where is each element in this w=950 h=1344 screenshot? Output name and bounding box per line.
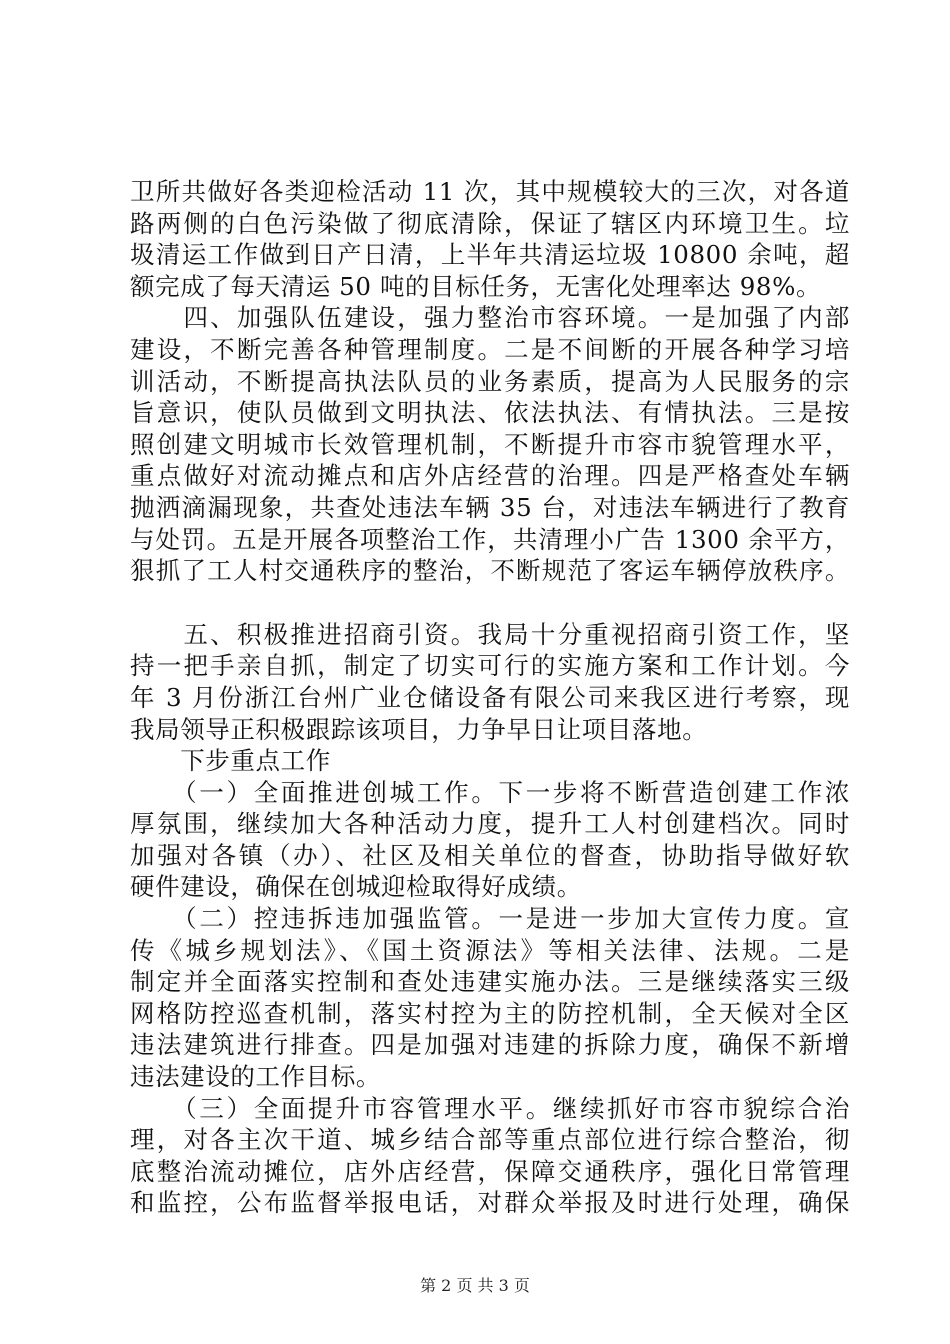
text-line: 违法建设的工作目标。	[130, 1062, 381, 1092]
text-line: 厚氛围，继续加大各种活动力度，提升工人村创建档次。同时	[130, 809, 850, 839]
text-line: 加强对各镇（办）、社区及相关单位的督查，协助指导做好软	[130, 840, 850, 870]
text-line: 与处罚。五是开展各项整治工作，共清理小广告 1300 余平方，	[130, 524, 850, 554]
text-line: 和监控，公布监督举报电话，对群众举报及时进行处理，确保	[130, 1188, 850, 1218]
text-line: 狠抓了工人村交通秩序的整治，不断规范了客运车辆停放秩序。	[130, 556, 850, 586]
text-line: 旨意识，使队员做到文明执法、依法执法、有情执法。三是按	[130, 398, 850, 428]
text-line: 卫所共做好各类迎检活动 11 次，其中规模较大的三次，对各道	[130, 177, 850, 206]
text-line: 硬件建设，确保在创城迎检取得好成绩。	[130, 872, 582, 902]
text-line: 照创建文明城市长效管理机制，不断提升市容市貌管理水平，	[130, 429, 850, 459]
text-line: 额完成了每天清运 50 吨的目标任务，无害化处理率达 98%。	[130, 271, 822, 301]
text-line: 违法建筑进行排查。四是加强对违建的拆除力度，确保不新增	[130, 1030, 850, 1060]
text-line: 传《城乡规划法》、《国土资源法》等相关法律、法规。二是	[130, 935, 850, 965]
text-line: 抛洒滴漏现象，共查处违法车辆 35 台，对违法车辆进行了教育	[130, 492, 850, 522]
document-body	[130, 176, 850, 1219]
text-line: 底整治流动摊位，店外店经营，保障交通秩序，强化日常管理	[130, 1156, 850, 1186]
text-line: （一）全面推进创城工作。下一步将不断营造创建工作浓	[130, 777, 850, 807]
paragraph-gap	[130, 587, 850, 619]
text-line: 理，对各主次干道、城乡结合部等重点部位进行综合整治，彻	[130, 1125, 850, 1155]
text-line: 重点做好对流动摊点和店外店经营的治理。四是严格查处车辆	[130, 461, 850, 491]
text-line: 建设，不断完善各种管理制度。二是不间断的开展各种学习培	[130, 334, 850, 364]
page-number-footer: 第 2 页 共 3 页	[420, 1276, 530, 1295]
text-line: 年 3 月份浙江台州广业仓储设备有限公司来我区进行考察，现	[130, 682, 850, 712]
text-line: （三）全面提升市容管理水平。继续抓好市容市貌综合治	[130, 1093, 850, 1123]
text-line: 路两侧的白色污染做了彻底清除，保证了辖区内环境卫生。垃	[130, 208, 850, 238]
text-line: 我局领导正积极跟踪该项目，力争早日让项目落地。	[130, 714, 708, 744]
text-line: 网格防控巡查机制，落实村控为主的防控机制，全天候对全区	[130, 998, 850, 1028]
text-line: 训活动，不断提高执法队员的业务素质，提高为人民服务的宗	[130, 366, 850, 396]
text-line: （二）控违拆违加强监管。一是进一步加大宣传力度。宣	[130, 904, 850, 934]
text-line: 圾清运工作做到日产日清，上半年共清运垃圾 10800 余吨，超	[130, 240, 850, 270]
text-line: 持一把手亲自抓，制定了切实可行的实施方案和工作计划。今	[130, 651, 850, 681]
section-heading: 下步重点工作	[130, 746, 331, 776]
text-line: 制定并全面落实控制和查处违建实施办法。三是继续落实三级	[130, 967, 850, 997]
text-line: 四、加强队伍建设，强力整治市容环境。一是加强了内部	[130, 303, 850, 333]
text-line: 五、积极推进招商引资。我局十分重视招商引资工作，坚	[130, 619, 850, 649]
